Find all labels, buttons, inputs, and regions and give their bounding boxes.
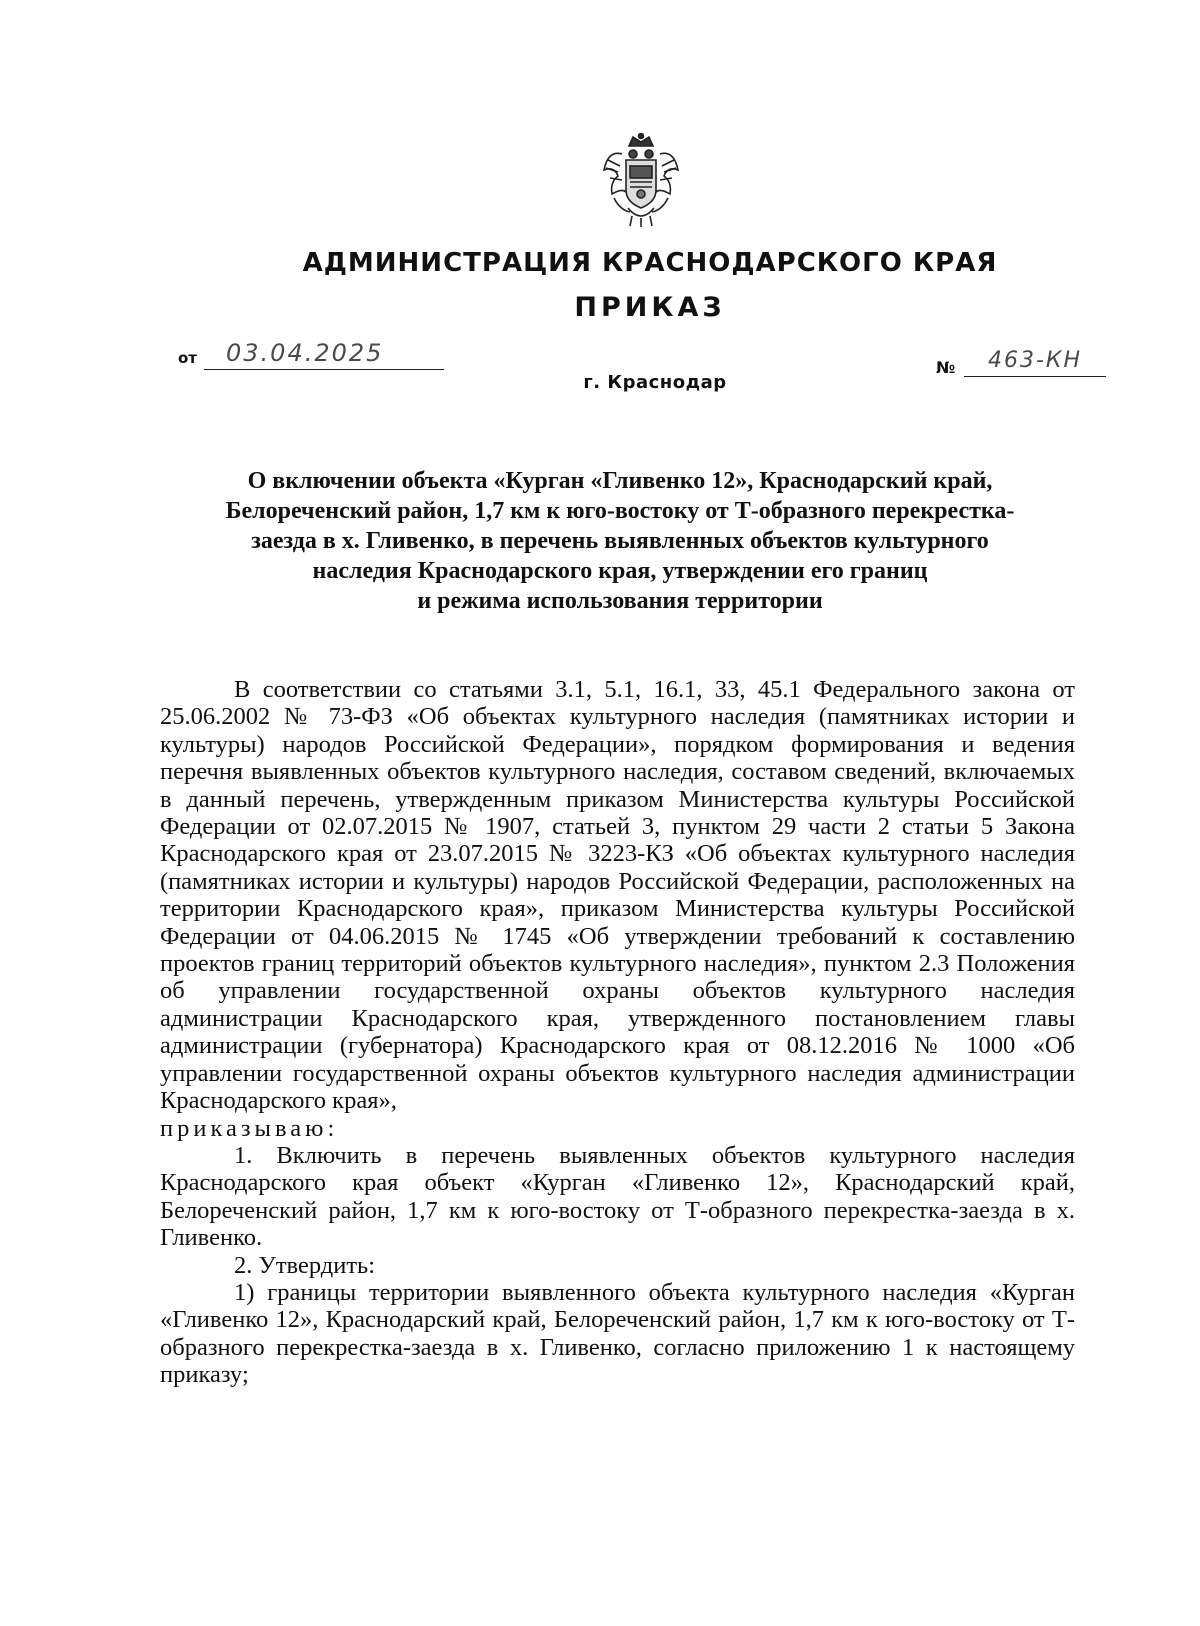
- subject-line: наследия Краснодарского края, утверждении его границ: [312, 558, 928, 584]
- number-value: 463-КН: [988, 348, 1083, 373]
- city: г. Краснодар: [583, 372, 727, 393]
- number-field: [936, 348, 1116, 382]
- preamble-paragraph: В соответствии со статьями 3.1, 5.1, 16.1, 33, 45.1 Федерального закона от 25.06.2002 № 73-ФЗ «Об объектах культурного наследия (памятниках истории и культуры) народов Российской Федерации», порядком формирования и ведения перечня выявленных объектов культурного наследия, составом сведений, включаемых в данный перечень, утвержденным приказом Министерства культуры Российской Федерации от 02.07.2015 № 1907, статьей 3, пунктом 29 части 2 статьи 5 Закона Краснодарского края от 23.07.2015 № 3223-КЗ «Об объектах культурного наследия (памятниках истории и культуры) народов Российской Федерации, расположенных на территории Краснодарского края», приказом Министерства культуры Российской Федерации от 04.06.2015 № 1745 «Об утверждении требований к составлению проектов границ территорий объектов культурного наследия», пунктом 2.3 Положения об управлении государственной охраны объектов культурного наследия администрации Краснодарского края, утвержденного постановлением главы администрации (губернатора) Краснодарского края от 08.12.2016 № 1000 «Об управлении государственной охраны объектов культурного наследия администрации Краснодарского края»,: [160, 676, 1075, 1115]
- order-body: [160, 676, 1075, 1389]
- item-2-1-paragraph: 1) границы территории выявленного объекта культурного наследия «Курган «Гливенко 12», Краснодарский край, Белореченский район, 1,7 км к юго-востоку от Т-образного перекрестка-заезда в х. Гливенко, согласно приложению 1 к настоящему приказу;: [160, 1278, 1075, 1389]
- order-subject: [170, 466, 1070, 616]
- date-label: от: [178, 349, 197, 367]
- organization-name: АДМИНИСТРАЦИЯ КРАСНОДАРСКОГО КРАЯ: [302, 248, 998, 278]
- number-underline: [964, 376, 1106, 377]
- number-label: №: [936, 358, 956, 377]
- date-field: [178, 339, 458, 375]
- date-value: 03.04.2025: [226, 339, 384, 367]
- date-underline: [204, 369, 444, 370]
- subject-line: О включении объекта «Курган «Гливенко 12», Краснодарский край,: [247, 468, 993, 494]
- subject-line: заезда в х. Гливенко, в перечень выявленных объектов культурного: [251, 528, 989, 554]
- document-type: ПРИКАЗ: [574, 292, 726, 323]
- order-word: приказываю:: [160, 1114, 339, 1142]
- subject-line: Белореченский район, 1,7 км к юго-востоку от Т-образного перекрестка-: [225, 498, 1015, 524]
- item-2-paragraph: 2. Утвердить:: [234, 1251, 376, 1279]
- coat-of-arms-icon: [600, 132, 682, 228]
- item-1-paragraph: 1. Включить в перечень выявленных объектов культурного наследия Краснодарского края объект «Курган «Гливенко 12», Краснодарский край, Белореченский район, 1,7 км к юго-востоку от Т-образного перекрестка-заезда в х. Гливенко.: [160, 1141, 1075, 1252]
- subject-line: и режима использования территории: [417, 588, 823, 614]
